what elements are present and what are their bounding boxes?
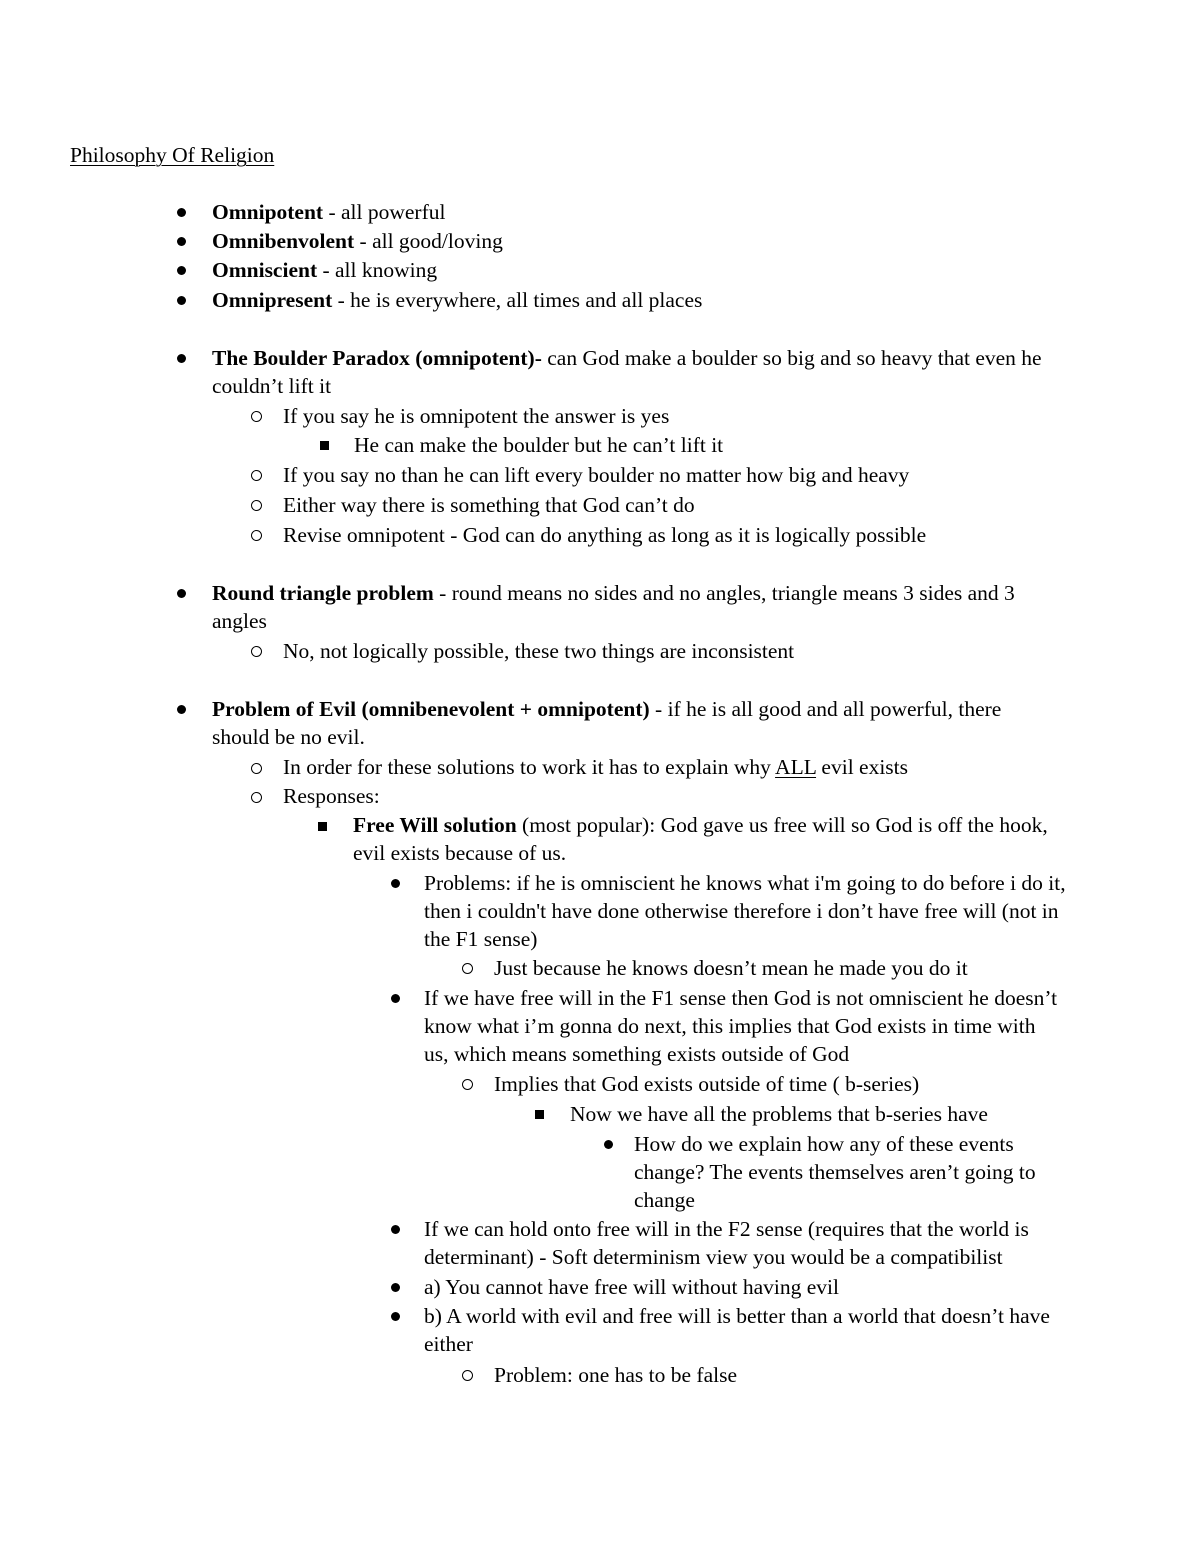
level6-item: Now we have all the problems that b-series have <box>570 1102 988 1126</box>
level5-item: Just because he knows doesn’t mean he made you do it <box>494 956 968 980</box>
definition-text: - he is everywhere, all times and all places <box>332 288 703 312</box>
level7-item: How do we explain how any of these events <box>634 1132 1014 1156</box>
level5-item: Implies that God exists outside of time ( b-series) <box>494 1072 920 1096</box>
term-label: Omniscient <box>212 258 318 282</box>
level4-item: If we can hold onto free will in the F2 sense (requires that the world is <box>424 1217 1029 1241</box>
list-item-continuation: determinant) - Soft determinism view you would be a compatibilist <box>424 1245 1003 1269</box>
bullet-disc-icon <box>391 1225 400 1234</box>
bullet-circle-icon <box>251 792 262 803</box>
sub-sub-item-free-will <box>353 811 1048 840</box>
sub-item <box>283 753 908 782</box>
sub-item: Responses: <box>283 784 380 808</box>
level4-item: b) A world with evil and free will is better than a world that doesn’t have <box>424 1304 1050 1328</box>
sub-item: If you say no than he can lift every boulder no matter how big and heavy <box>283 463 910 487</box>
list-item-continuation: us, which means something exists outside of God <box>424 1042 850 1066</box>
term-label: Omnibenvolent <box>212 229 355 253</box>
bullet-circle-icon <box>462 1079 473 1090</box>
list-item-continuation: evil exists because of us. <box>353 841 567 865</box>
definition-text: - if he is all good and all powerful, there <box>649 697 1002 721</box>
definition-text: - round means no sides and no angles, triangle means 3 sides and 3 <box>433 581 1015 605</box>
term-label: The Boulder Paradox (omnipotent)- <box>212 346 542 370</box>
list-item-continuation: change <box>634 1188 695 1212</box>
bullet-circle-icon <box>251 763 262 774</box>
term-label: Problem of Evil (omnibenevolent + omnipotent) <box>212 697 650 721</box>
bullet-circle-icon <box>251 470 262 481</box>
underlined-text: ALL <box>775 755 817 779</box>
list-item-boulder-paradox <box>212 344 1042 373</box>
bullet-circle-icon <box>251 646 262 657</box>
list-item-omnipresent <box>212 286 702 315</box>
bullet-disc-icon <box>177 266 186 275</box>
sub-item: Revise omnipotent - God can do anything as long as it is logically possible <box>283 523 927 547</box>
level4-item: If we have free will in the F1 sense then God is not omniscient he doesn’t <box>424 986 1058 1010</box>
bullet-disc-icon <box>391 879 400 888</box>
bullet-square-icon <box>535 1110 544 1119</box>
bullet-circle-icon <box>251 411 262 422</box>
list-item-continuation: change? The events themselves aren’t going to <box>634 1160 1036 1184</box>
bullet-square-icon <box>320 441 329 450</box>
text-after: evil exists <box>816 755 909 779</box>
list-item-continuation: then i couldn't have done otherwise therefore i don’t have free will (not in <box>424 899 1059 923</box>
sub-item: If you say he is omnipotent the answer is yes <box>283 404 670 428</box>
level4-item: Problems: if he is omniscient he knows what i'm going to do before i do it, <box>424 871 1066 895</box>
level4-item: a) You cannot have free will without having evil <box>424 1275 839 1299</box>
definition-text: - all good/loving <box>354 229 503 253</box>
list-item-omnibenevolent <box>212 227 503 256</box>
bullet-circle-icon <box>462 1370 473 1381</box>
term-label: Round triangle problem <box>212 581 434 605</box>
bullet-disc-icon <box>391 1283 400 1292</box>
definition-text: can God make a boulder so big and so heavy that even he <box>541 346 1042 370</box>
definition-text: (most popular): God gave us free will so God is off the hook, <box>516 813 1048 837</box>
bullet-disc-icon <box>391 994 400 1003</box>
bullet-disc-icon <box>177 296 186 305</box>
bullet-disc-icon <box>177 237 186 246</box>
bullet-disc-icon <box>604 1140 613 1149</box>
bullet-square-icon <box>318 822 327 831</box>
sub-item: Either way there is something that God can’t do <box>283 493 695 517</box>
document-title: Philosophy Of Religion <box>70 143 275 167</box>
bullet-disc-icon <box>177 354 186 363</box>
bullet-disc-icon <box>177 705 186 714</box>
list-item-continuation: angles <box>212 609 267 633</box>
list-item-omnipotent <box>212 198 445 227</box>
bullet-circle-icon <box>462 963 473 974</box>
list-item-continuation: couldn’t lift it <box>212 374 332 398</box>
bullet-disc-icon <box>177 208 186 217</box>
term-label: Omnipotent <box>212 200 324 224</box>
bullet-circle-icon <box>251 500 262 511</box>
list-item-round-triangle <box>212 579 1015 608</box>
text-before: In order for these solutions to work it has to explain why <box>283 755 776 779</box>
term-label: Omnipresent <box>212 288 333 312</box>
bullet-circle-icon <box>251 530 262 541</box>
sub-item: No, not logically possible, these two things are inconsistent <box>283 639 795 663</box>
list-item-omniscient <box>212 256 437 285</box>
bullet-disc-icon <box>177 589 186 598</box>
sub-sub-item: He can make the boulder but he can’t lift it <box>354 433 724 457</box>
bullet-disc-icon <box>391 1312 400 1321</box>
list-item-problem-of-evil <box>212 695 1001 724</box>
definition-text: - all knowing <box>317 258 438 282</box>
term-label: Free Will solution <box>353 813 517 837</box>
level5-item: Problem: one has to be false <box>494 1363 738 1387</box>
list-item-continuation: the F1 sense) <box>424 927 538 951</box>
definition-text: - all powerful <box>323 200 446 224</box>
list-item-continuation: should be no evil. <box>212 725 365 749</box>
list-item-continuation: either <box>424 1332 473 1356</box>
list-item-continuation: know what i’m gonna do next, this implies that God exists in time with <box>424 1014 1036 1038</box>
